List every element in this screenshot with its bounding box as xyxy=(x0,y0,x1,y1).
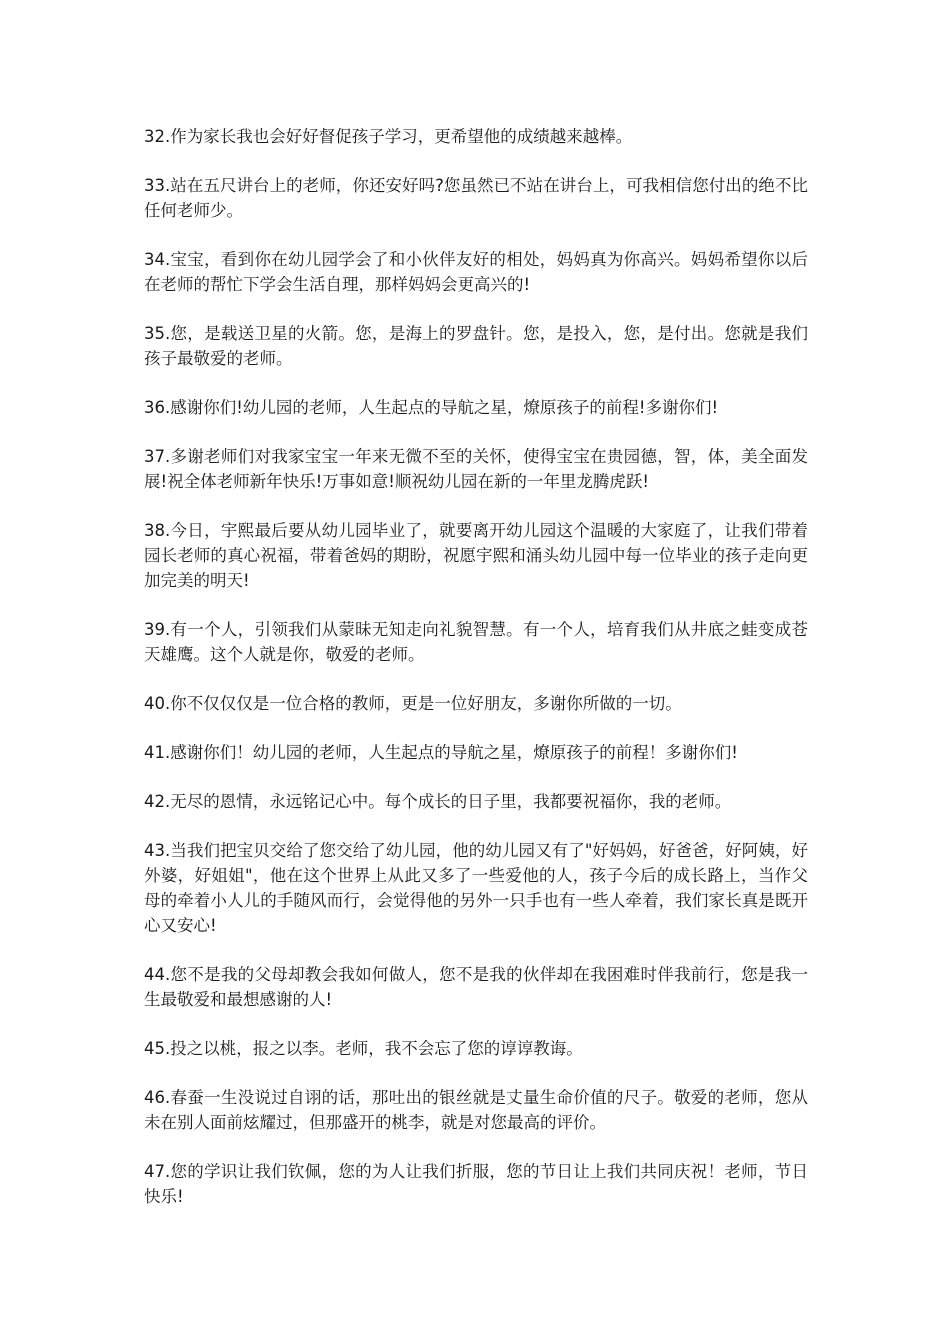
paragraph-36: 36.感谢你们!幼儿园的老师，人生起点的导航之星，燎原孩子的前程!多谢你们! xyxy=(144,398,719,417)
paragraph-37: 37.多谢老师们对我家宝宝一年来无微不至的关怀，使得宝宝在贵园德，智，体，美全面发展!祝全体老师新年快乐!万事如意!顺祝幼儿园在新的一年里龙腾虎跃! xyxy=(144,447,808,491)
paragraph-40: 40.你不仅仅仅是一位合格的教师，更是一位好朋友，多谢你所做的一切。 xyxy=(144,694,682,713)
paragraph-45: 45.投之以桃，报之以李。老师，我不会忘了您的谆谆教诲。 xyxy=(144,1039,583,1058)
paragraph-43: 43.当我们把宝贝交给了您交给了幼儿园，他的幼儿园又有了"好妈妈，好爸爸，好阿姨，好外婆，好姐姐"，他在这个世界上从此又多了一些爱他的人，孩子今后的成长路上，当作父母的牵着小人儿的手随风而行，会觉得他的另外一只手也有一些人牵着，我们家长真是既开心又安心! xyxy=(144,841,808,935)
paragraph-33: 33.站在五尺讲台上的老师，你还安好吗?您虽然已不站在讲台上，可我相信您付出的绝不比任何老师少。 xyxy=(144,176,808,220)
paragraph-41: 41.感谢你们！幼儿园的老师，人生起点的导航之星，燎原孩子的前程！多谢你们! xyxy=(144,743,738,762)
paragraph-46: 46.春蚕一生没说过自诩的话，那吐出的银丝就是丈量生命价值的尺子。敬爱的老师，您从未在别人面前炫耀过，但那盛开的桃李，就是对您最高的评价。 xyxy=(144,1088,808,1132)
paragraph-38: 38.今日，宇熙最后要从幼儿园毕业了，就要离开幼儿园这个温暖的大家庭了，让我们带着园长老师的真心祝福，带着爸妈的期盼，祝愿宇熙和涌头幼儿园中每一位毕业的孩子走向更加完美的明天! xyxy=(144,521,808,590)
paragraph-47: 47.您的学识让我们钦佩，您的为人让我们折服，您的节日让上我们共同庆祝！老师，节日快乐! xyxy=(144,1162,808,1206)
paragraph-35: 35.您，是载送卫星的火箭。您，是海上的罗盘针。您，是投入，您，是付出。您就是我们孩子最敬爱的老师。 xyxy=(144,324,808,368)
paragraph-34: 34.宝宝，看到你在幼儿园学会了和小伙伴友好的相处，妈妈真为你高兴。妈妈希望你以后在老师的帮忙下学会生活自理，那样妈妈会更高兴的! xyxy=(144,250,808,294)
document-body xyxy=(144,124,808,1233)
paragraph-44: 44.您不是我的父母却教会我如何做人，您不是我的伙伴却在我困难时伴我前行，您是我一生最敬爱和最想感谢的人! xyxy=(144,965,808,1009)
paragraph-32: 32.作为家长我也会好好督促孩子学习，更希望他的成绩越来越棒。 xyxy=(144,127,633,146)
paragraph-42: 42.无尽的恩情，永远铭记心中。每个成长的日子里，我都要祝福你，我的老师。 xyxy=(144,792,732,811)
paragraph-39: 39.有一个人，引领我们从蒙昧无知走向礼貌智慧。有一个人，培育我们从井底之蛙变成苍天雄鹰。这个人就是你，敬爱的老师。 xyxy=(144,620,808,664)
